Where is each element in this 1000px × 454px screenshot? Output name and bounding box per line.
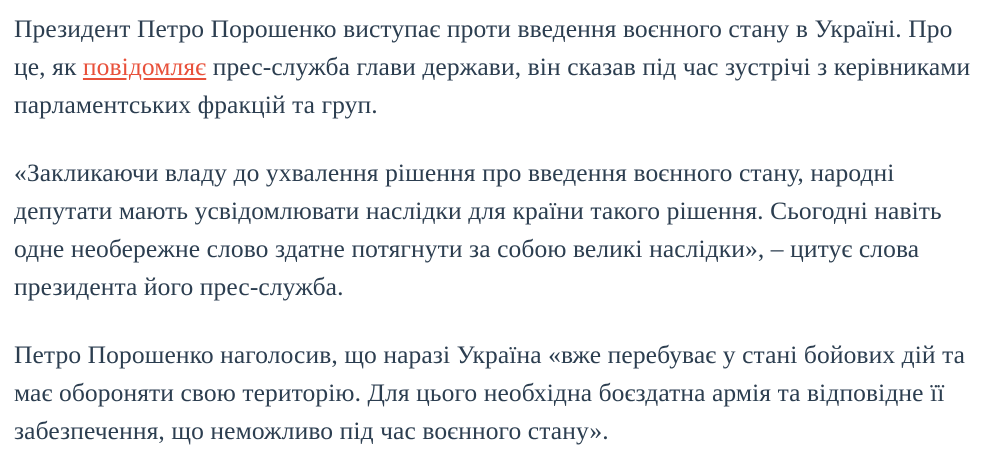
article-paragraph-3: Петро Порошенко наголосив, що наразі Україна «вже перебуває у стані бойових дій та має обороняти свою територію. Для цього необхідна боєздатна армія та відповідне її забезпечення, що неможливо під час воєнного стану».	[14, 340, 966, 445]
paragraph-1-text-after-link: прес-служба глави держави, він сказав під час зустрічі з керівниками парламентських фракцій та груп.	[14, 52, 971, 119]
paragraph-1-text-before-link: Президент Петро Порошенко виступає проти введення воєнного стану в Україні. Про це, як	[14, 14, 953, 81]
source-link[interactable]: повідомляє	[82, 52, 207, 81]
article-paragraph-2: «Закликаючи владу до ухвалення рішення про введення воєнного стану, народні депутати мають усвідомлювати наслідки для країни такого рішення. Сьогодні навіть одне необережне слово здатне потягнути за собою великі наслідки», – цитує слова президента його прес-служба.	[14, 158, 942, 301]
article-paragraph-1	[14, 10, 986, 124]
